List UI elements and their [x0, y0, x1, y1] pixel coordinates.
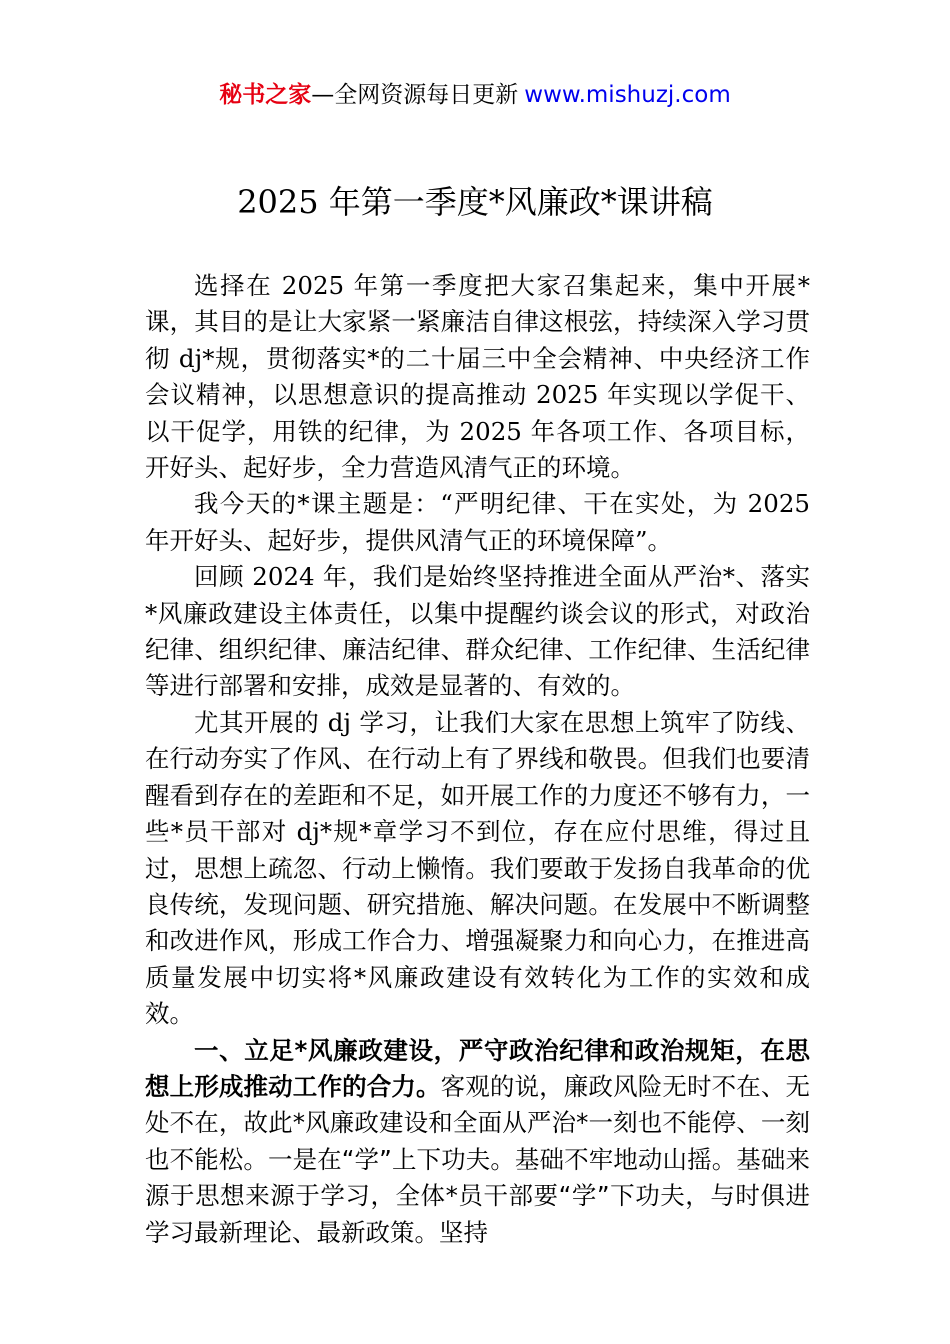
document-body: [145, 268, 810, 1251]
site-header: [0, 78, 950, 112]
site-tagline: —全网资源每日更新: [311, 82, 519, 108]
paragraph-shortcomings: 尤其开展的 dj 学习，让我们大家在思想上筑牢了防线、在行动夯实了作风、在行动上有了界线和敬畏。但我们也要清醒看到存在的差距和不足，如开展工作的力度还不够有力，一些*员干部对 dj*规*章学习不到位，存在应付思维，得过且过，思想上疏忽、行动上懒惰。我们要敢于发扬自我革命的优良传统，发现问题、研究措施、解决问题。在发展中不断调整和改进作风，形成工作合力、增强凝聚力和向心力，在推进高质量发展中切实将*风廉政建设有效转化为工作的实效和成效。: [145, 707, 810, 1029]
section-text: 客观的说，廉政风险无时不在、无处不在，故此*风廉政建设和全面从严治*一刻也不能停、一刻也不能松。一是在“学”上下功夫。基础不牢地动山摇。基础来源于思想来源于学习，全体*员干部要“学”下功夫，与时俱进学习最新理论、最新政策。坚持: [145, 1071, 811, 1247]
paragraph-section-one: [145, 1033, 810, 1251]
site-url-link[interactable]: www.mishuzj.com: [524, 82, 731, 108]
document-title: 2025 年第一季度*风廉政*课讲稿: [237, 183, 713, 221]
site-brand: 秘书之家: [219, 82, 312, 108]
paragraph-intro: 选择在 2025 年第一季度把大家召集起来，集中开展*课，其目的是让大家紧一紧廉洁自律这根弦，持续深入学习贯彻 dj*规，贯彻落实*的二十届三中全会精神、中央经济工作会议精神，以思想意识的提高推动 2025 年实现以学促干、以干促学，用铁的纪律，为 2025 年各项工作、各项目标，开好头、起好步，全力营造风清气正的环境。: [145, 271, 810, 483]
paragraph-review: 回顾 2024 年，我们是始终坚持推进全面从严治*、落实*风廉政建设主体责任，以集中提醒约谈会议的形式，对政治纪律、组织纪律、廉洁纪律、群众纪律、工作纪律、生活纪律等进行部署和安排，成效是显著的、有效的。: [145, 562, 810, 701]
section-heading: 一、立足*风廉政建设，严守政治纪律和政治规矩，在思想上形成推动工作的合力。: [145, 1035, 810, 1101]
paragraph-theme: 我今天的*课主题是：“严明纪律、干在实处，为 2025 年开好头、起好步，提供风清气正的环境保障”。: [145, 489, 810, 555]
